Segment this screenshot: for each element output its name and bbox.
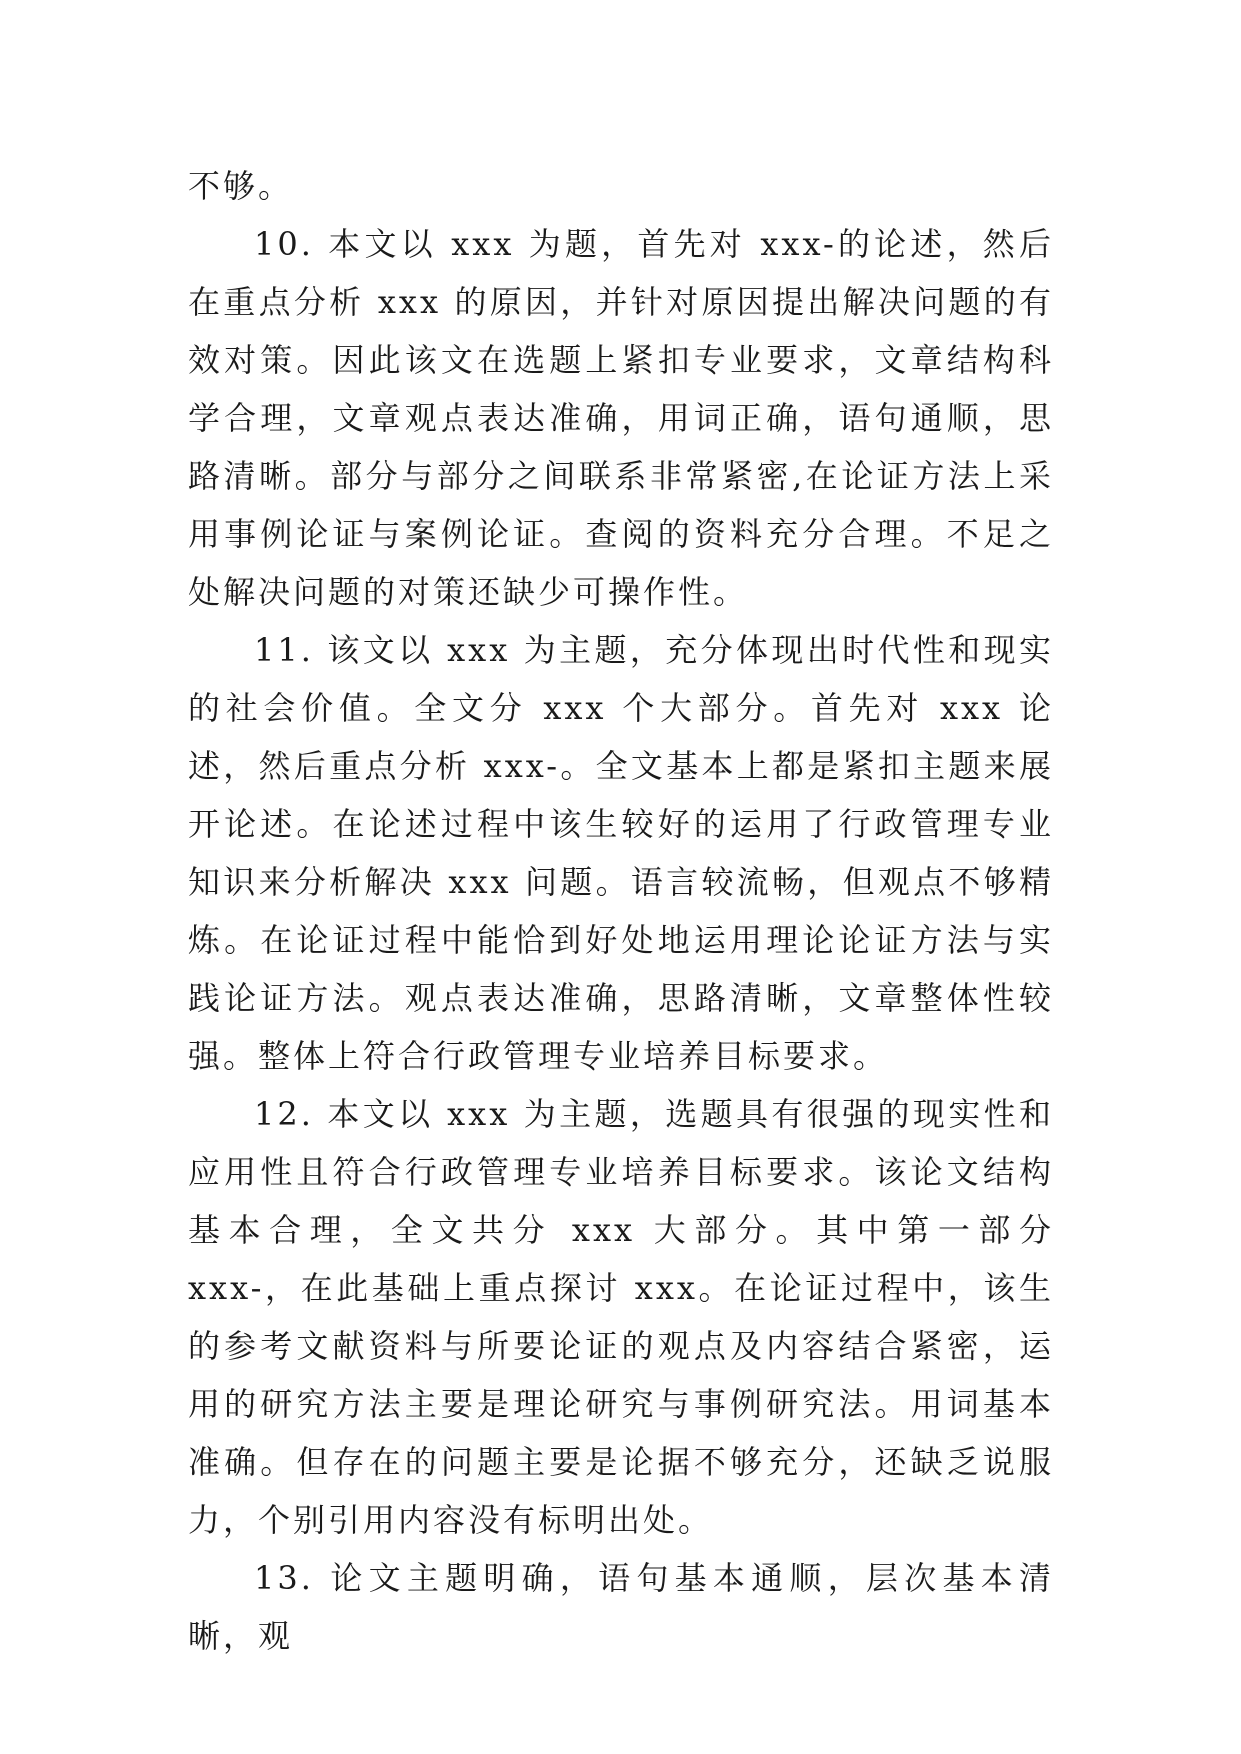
paragraph-item-11: 11. 该文以 xxx 为主题，充分体现出时代性和现实的社会价值。全文分 xxx 个大部分。首先对 xxx 论述，然后重点分析 xxx-。全文基本上都是紧扣主题来展开论述。在论述过程中该生较好的运用了行政管理专业知识来分析解决 xxx 问题。语言较流畅，但观点不够精炼。在论证过程中能恰到好处地运用理论论证方法与实践论证方法。观点表达准确，思路清晰，文章整体性较强。整体上符合行政管理专业培养目标要求。	[188, 631, 1054, 1075]
document-body	[188, 157, 1054, 1665]
paragraph-continued: 不够。	[188, 167, 294, 205]
paragraph-item-12: 12. 本文以 xxx 为主题，选题具有很强的现实性和应用性且符合行政管理专业培养目标要求。该论文结构基本合理，全文共分 xxx 大部分。其中第一部分 xxx-，在此基础上重点探讨 xxx。在论证过程中，该生的参考文献资料与所要论证的观点及内容结合紧密，运用的研究方法主要是理论研究与事例研究法。用词基本准确。但存在的问题主要是论据不够充分，还缺乏说服力，个别引用内容没有标明出处。	[188, 1095, 1054, 1539]
paragraph-item-13: 13. 论文主题明确，语句基本通顺，层次基本清晰，观	[188, 1559, 1054, 1655]
paragraph-item-10: 10. 本文以 xxx 为题，首先对 xxx-的论述，然后在重点分析 xxx 的原因，并针对原因提出解决问题的有效对策。因此该文在选题上紧扣专业要求，文章结构科学合理，文章观点表达准确，用词正确，语句通顺，思路清晰。部分与部分之间联系非常紧密,在论证方法上采用事例论证与案例论证。查阅的资料充分合理。不足之处解决问题的对策还缺少可操作性。	[188, 225, 1054, 611]
